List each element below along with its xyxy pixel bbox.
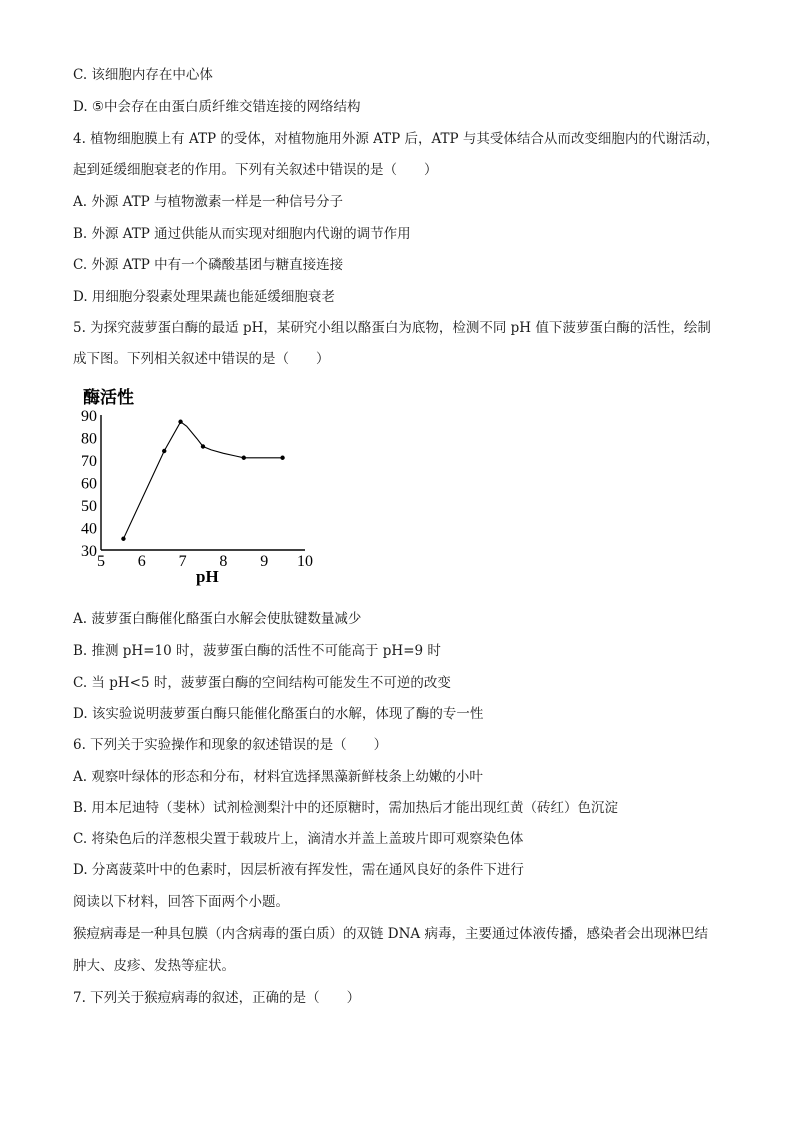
q3-option-d: D. ⑤中会存在由蛋白质纤维交错连接的网络结构 xyxy=(73,99,361,115)
x-tick-label: 5 xyxy=(97,553,105,570)
q4-option-c: C. 外源 ATP 中有一个磷酸基团与糖直接连接 xyxy=(73,257,344,273)
q5-option-b: B. 推测 pH=10 时，菠萝蛋白酶的活性不可能高于 pH=9 时 xyxy=(73,643,441,659)
y-tick-label: 80 xyxy=(81,430,97,448)
data-point xyxy=(162,449,166,453)
x-tick-label: 10 xyxy=(297,553,313,570)
x-tick-label: 9 xyxy=(260,553,269,570)
x-tick-label: 7 xyxy=(178,553,187,570)
q6-option-a: A. 观察叶绿体的形态和分布，材料宜选择黑藻新鲜枝条上幼嫩的小叶 xyxy=(73,769,483,785)
q7-stem: 7. 下列关于猴痘病毒的叙述，正确的是（ ） xyxy=(73,990,361,1006)
q4-option-b: B. 外源 ATP 通过供能从而实现对细胞内代谢的调节作用 xyxy=(73,226,411,242)
q4-stem-line1: 4. 植物细胞膜上有 ATP 的受体，对植物施用外源 ATP 后，ATP 与其受体结合从而改变细胞内的代谢活动， xyxy=(73,131,720,147)
q6-option-d: D. 分离菠菜叶中的色素时，因层析液有挥发性，需在通风良好的条件下进行 xyxy=(73,862,524,878)
y-tick-label: 30 xyxy=(81,543,97,560)
material-text-line1: 猴痘病毒是一种具包膜（内含病毒的蛋白质）的双链 DNA 病毒，主要通过体液传播，感染者会出现淋巴结 xyxy=(73,926,708,942)
q6-option-c: C. 将染色后的洋葱根尖置于载玻片上，滴清水并盖上盖玻片即可观察染色体 xyxy=(73,831,524,847)
q5-option-c: C. 当 pH<5 时，菠萝蛋白酶的空间结构可能发生不可逆的改变 xyxy=(73,675,451,691)
q3-option-c: C. 该细胞内存在中心体 xyxy=(73,67,213,83)
q5-stem-line1: 5. 为探究菠萝蛋白酶的最适 pH，某研究小组以酪蛋白为底物，检测不同 pH 值下菠萝蛋白酶的活性，绘制 xyxy=(73,320,711,336)
chart-ylabel: 酶活性 xyxy=(83,388,134,407)
material-text-line2: 肿大、皮疹、发热等症状。 xyxy=(73,958,235,974)
q4-option-a: A. 外源 ATP 与植物激素一样是一种信号分子 xyxy=(73,194,344,210)
data-point xyxy=(242,456,246,460)
chart-xlabel: pH xyxy=(196,567,219,586)
data-point xyxy=(280,456,284,460)
y-tick-label: 40 xyxy=(81,520,97,538)
y-tick-label: 70 xyxy=(81,453,97,470)
q6-stem: 6. 下列关于实验操作和现象的叙述错误的是（ ） xyxy=(73,737,388,753)
q4-stem-line2: 起到延缓细胞衰老的作用。下列有关叙述中错误的是（ ） xyxy=(73,162,438,178)
data-point xyxy=(178,420,182,424)
q5-option-d: D. 该实验说明菠萝蛋白酶只能催化酪蛋白的水解，体现了酶的专一性 xyxy=(73,706,484,722)
q4-option-d: D. 用细胞分裂素处理果蔬也能延缓细胞衰老 xyxy=(73,289,335,305)
q5-option-a: A. 菠萝蛋白酶催化酪蛋白水解会使肽键数量减少 xyxy=(73,611,362,627)
q6-option-b: B. 用本尼迪特（斐林）试剂检测梨汁中的还原糖时，需加热后才能出现红黄（砖红）色沉淀 xyxy=(73,800,619,816)
activity-curve xyxy=(123,422,282,539)
y-tick-label: 60 xyxy=(81,475,97,493)
data-point xyxy=(201,444,205,448)
data-point xyxy=(121,537,125,541)
y-tick-label: 50 xyxy=(81,498,97,515)
y-tick-label: 90 xyxy=(81,408,97,425)
material-intro: 阅读以下材料，回答下面两个小题。 xyxy=(73,894,289,910)
q5-stem-line2: 成下图。下列相关叙述中错误的是（ ） xyxy=(73,351,330,367)
x-tick-label: 8 xyxy=(219,553,228,570)
x-tick-label: 6 xyxy=(137,553,146,570)
enzyme-activity-chart xyxy=(78,382,328,587)
